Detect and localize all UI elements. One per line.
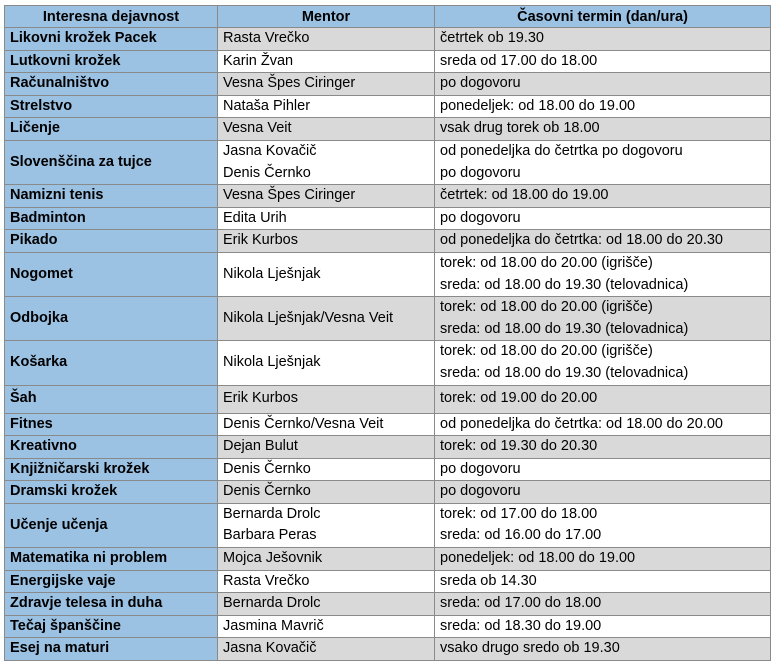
mentor-line: Edita Urih	[223, 209, 287, 226]
time-cell	[435, 185, 771, 208]
time-line: sreda: od 18.00 do 19.30 (telovadnica)	[440, 320, 689, 337]
mentor-cell	[218, 95, 435, 118]
table-row	[5, 140, 771, 184]
time-line: torek: od 19.30 do 20.30	[440, 438, 598, 455]
mentor-cell	[218, 297, 435, 341]
time-line: po dogovoru	[440, 209, 521, 226]
activity-cell: Likovni krožek Pacek	[5, 28, 218, 51]
table-row	[5, 230, 771, 253]
time-cell	[435, 638, 771, 661]
table-row	[5, 481, 771, 504]
mentor-line: Vesna Veit	[223, 120, 292, 137]
table-header-row	[5, 6, 771, 28]
time-line: torek: od 17.00 do 18.00	[440, 505, 598, 522]
mentor-line: Denis Černko	[223, 460, 311, 477]
activity-cell: Tečaj španščine	[5, 615, 218, 638]
mentor-cell	[218, 185, 435, 208]
mentor-line: Rasta Vrečko	[223, 30, 310, 46]
time-line: po dogovoru	[440, 460, 521, 477]
mentor-line: Bernarda Drolc	[223, 595, 321, 612]
activity-cell: Esej na maturi	[5, 638, 218, 661]
time-cell	[435, 95, 771, 118]
time-cell	[435, 28, 771, 51]
time-cell	[435, 252, 771, 296]
time-line: ponedeljek: od 18.00 do 19.00	[440, 550, 636, 567]
activity-cell: Badminton	[5, 207, 218, 230]
mentor-line: Rasta Vrečko	[223, 572, 310, 589]
activity-cell: Zdravje telesa in duha	[5, 593, 218, 616]
table-row	[5, 570, 771, 593]
mentor-cell	[218, 230, 435, 253]
mentor-cell	[218, 50, 435, 73]
time-cell	[435, 413, 771, 436]
time-line: četrtek ob 19.30	[440, 30, 544, 46]
time-line: po dogovoru	[440, 164, 521, 181]
time-cell	[435, 50, 771, 73]
mentor-line: Vesna Špes Ciringer	[223, 75, 356, 92]
mentor-line: Denis Černko	[223, 483, 311, 500]
activity-cell: Dramski krožek	[5, 481, 218, 504]
activity-cell: Strelstvo	[5, 95, 218, 118]
mentor-cell	[218, 481, 435, 504]
table-row	[5, 593, 771, 616]
time-cell	[435, 230, 771, 253]
time-line: torek: od 18.00 do 20.00 (igrišče)	[440, 343, 653, 360]
mentor-line: Dejan Bulut	[223, 438, 298, 455]
time-line: sreda: od 18.00 do 19.30 (telovadnica)	[440, 276, 689, 293]
mentor-cell	[218, 570, 435, 593]
time-cell	[435, 436, 771, 459]
mentor-line: Karin Žvan	[223, 52, 294, 69]
mentor-line: Jasna Kovačič	[223, 142, 317, 159]
time-cell	[435, 593, 771, 616]
mentor-cell	[218, 140, 435, 184]
mentor-cell	[218, 207, 435, 230]
time-line: četrtek: od 18.00 do 19.00	[440, 187, 609, 204]
activity-cell: Matematika ni problem	[5, 548, 218, 571]
header-activity: Interesna dejavnost	[5, 6, 218, 28]
time-line: sreda: od 16.00 do 17.00	[440, 527, 602, 544]
time-cell	[435, 503, 771, 547]
time-cell	[435, 615, 771, 638]
activity-cell: Namizni tenis	[5, 185, 218, 208]
table-row	[5, 413, 771, 436]
activity-cell: Knjižničarski krožek	[5, 458, 218, 481]
time-cell	[435, 385, 771, 413]
activity-cell: Računalništvo	[5, 73, 218, 96]
mentor-line: Erik Kurbos	[223, 232, 298, 249]
mentor-line: Nataša Pihler	[223, 97, 311, 114]
mentor-line: Nikola Lješnjak	[223, 354, 321, 371]
time-cell	[435, 570, 771, 593]
activity-cell: Pikado	[5, 230, 218, 253]
activity-cell: Slovenščina za tujce	[5, 140, 218, 184]
activity-cell: Lutkovni krožek	[5, 50, 218, 73]
time-cell	[435, 458, 771, 481]
time-line: po dogovoru	[440, 75, 521, 92]
table-row	[5, 341, 771, 385]
time-line: sreda: od 18.30 do 19.00	[440, 617, 602, 634]
table-row	[5, 436, 771, 459]
header-mentor: Mentor	[218, 6, 435, 28]
mentor-cell	[218, 341, 435, 385]
table-row	[5, 548, 771, 571]
mentor-line: Nikola Lješnjak	[223, 265, 321, 282]
table-row	[5, 503, 771, 547]
time-line: od ponedeljka do četrtka: od 18.00 do 20.00	[440, 415, 723, 432]
time-cell	[435, 297, 771, 341]
time-line: sreda od 17.00 do 18.00	[440, 52, 598, 69]
mentor-cell	[218, 458, 435, 481]
time-cell	[435, 548, 771, 571]
time-line: sreda: od 17.00 do 18.00	[440, 595, 602, 612]
mentor-line: Denis Černko	[223, 164, 311, 181]
activity-cell: Šah	[5, 385, 218, 413]
time-line: od ponedeljka do četrtka po dogovoru	[440, 142, 683, 159]
mentor-cell	[218, 548, 435, 571]
time-cell	[435, 207, 771, 230]
mentor-cell	[218, 503, 435, 547]
activities-table	[4, 5, 771, 661]
time-cell	[435, 73, 771, 96]
time-cell	[435, 481, 771, 504]
activity-cell: Energijske vaje	[5, 570, 218, 593]
table-row	[5, 252, 771, 296]
activity-cell: Ličenje	[5, 118, 218, 141]
mentor-cell	[218, 118, 435, 141]
table-row	[5, 118, 771, 141]
mentor-cell	[218, 436, 435, 459]
table-row	[5, 297, 771, 341]
table-row	[5, 73, 771, 96]
time-line: ponedeljek: od 18.00 do 19.00	[440, 97, 636, 114]
time-line: vsako drugo sredo ob 19.30	[440, 640, 620, 657]
mentor-cell	[218, 28, 435, 51]
table-row	[5, 185, 771, 208]
activity-cell: Nogomet	[5, 252, 218, 296]
mentor-line: Nikola Lješnjak/Vesna Veit	[223, 309, 394, 326]
mentor-cell	[218, 593, 435, 616]
table-row	[5, 615, 771, 638]
table-row	[5, 385, 771, 413]
mentor-cell	[218, 73, 435, 96]
time-line: torek: od 19.00 do 20.00	[440, 390, 598, 407]
mentor-line: Vesna Špes Ciringer	[223, 187, 356, 204]
mentor-line: Bernarda Drolc	[223, 505, 321, 522]
activity-cell: Kreativno	[5, 436, 218, 459]
activity-cell: Košarka	[5, 341, 218, 385]
mentor-line: Erik Kurbos	[223, 390, 298, 407]
time-line: sreda: od 18.00 do 19.30 (telovadnica)	[440, 364, 689, 381]
table-row	[5, 207, 771, 230]
time-cell	[435, 140, 771, 184]
time-line: po dogovoru	[440, 483, 521, 500]
activity-cell: Učenje učenja	[5, 503, 218, 547]
time-cell	[435, 341, 771, 385]
activity-cell: Odbojka	[5, 297, 218, 341]
mentor-line: Jasmina Mavrič	[223, 617, 324, 634]
table-row	[5, 28, 771, 51]
table-row	[5, 458, 771, 481]
time-line: torek: od 18.00 do 20.00 (igrišče)	[440, 254, 653, 271]
mentor-cell	[218, 413, 435, 436]
mentor-cell	[218, 638, 435, 661]
mentor-cell	[218, 252, 435, 296]
time-line: vsak drug torek ob 18.00	[440, 120, 600, 137]
time-cell	[435, 118, 771, 141]
time-line: od ponedeljka do četrtka: od 18.00 do 20.30	[440, 232, 723, 249]
table-row	[5, 50, 771, 73]
table-row	[5, 95, 771, 118]
mentor-line: Barbara Peras	[223, 527, 317, 544]
time-line: sreda ob 14.30	[440, 572, 537, 589]
mentor-line: Mojca Ješovnik	[223, 550, 323, 567]
mentor-cell	[218, 385, 435, 413]
header-time: Časovni termin (dan/ura)	[435, 6, 771, 28]
mentor-line: Denis Černko/Vesna Veit	[223, 415, 384, 432]
table-row	[5, 638, 771, 661]
time-line: torek: od 18.00 do 20.00 (igrišče)	[440, 299, 653, 316]
activity-cell: Fitnes	[5, 413, 218, 436]
mentor-cell	[218, 615, 435, 638]
mentor-line: Jasna Kovačič	[223, 640, 317, 657]
